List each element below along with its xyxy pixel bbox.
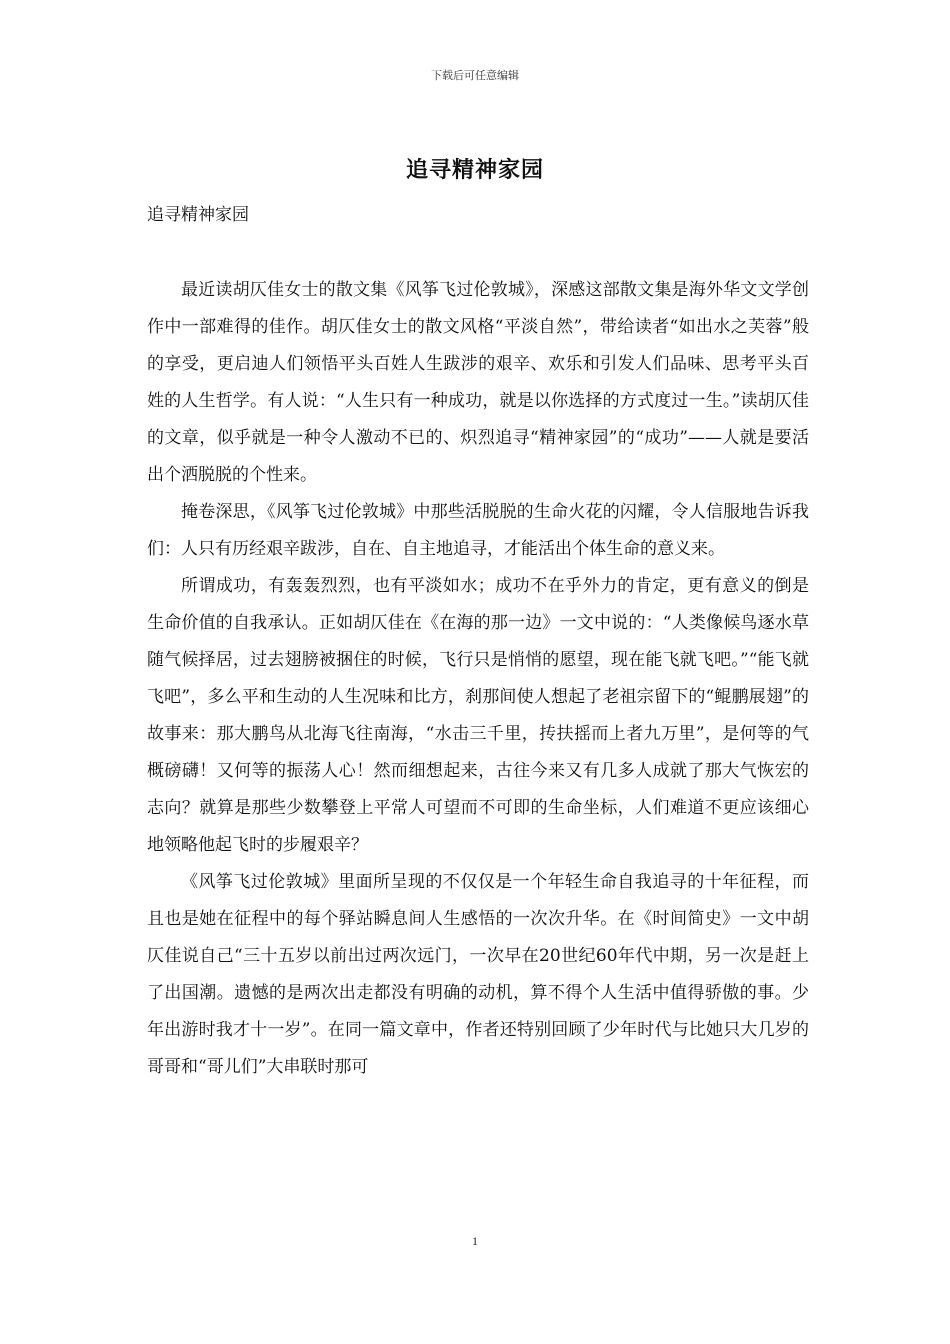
document-title: 追寻精神家园 [405, 157, 544, 183]
paragraph: 《风筝飞过伦敦城》里面所呈现的不仅仅是一个年轻生命自我追寻的十年征程，而且也是她在征程中的每个驿站瞬息间人生感悟的一次次升华。在《时间简史》一文中胡仄佳说自己“三十五岁以前出过两次远门，一次早在20世纪60年代中期，另一次是赶上了出国潮。遗憾的是两次出走都没有明确的动机，算不得个人生活中值得骄傲的事。少年出游时我才十一岁”。在同一篇文章中，作者还特别回顾了少年时代与比她只大几岁的哥哥和“哥儿们”大串联时那可 [147, 872, 809, 1077]
paragraph: 最近读胡仄佳女士的散文集《风筝飞过伦敦城》，深感这部散文集是海外华文文学创作中一部难得的佳作。胡仄佳女士的散文风格“平淡自然”，带给读者“如出水之芙蓉”般的享受，更启迪人们领悟平头百姓人生跋涉的艰辛、欢乐和引发人们品味、思考平头百姓的人生哲学。有人说：“人生只有一种成功，就是以你选择的方式度过一生。”读胡仄佳的文章，似乎就是一种令人激动不已的、炽烈追寻“精神家园”的“成功”——人就是要活出个洒脱脱的个性来。 [147, 280, 809, 485]
paragraph: 掩卷深思，《风筝飞过伦敦城》中那些活脱脱的生命火花的闪耀，令人信服地告诉我们：人只有历经艰辛跋涉，自在、自主地追寻，才能活出个体生命的意义来。 [147, 502, 809, 559]
paragraph: 所谓成功，有轰轰烈烈，也有平淡如水；成功不在乎外力的肯定，更有意义的倒是生命价值的自我承认。正如胡仄佳在《在海的那一边》一文中说的：“人类像候鸟逐水草随气候择居，过去翅膀被捆住的时候，飞行只是悄悄的愿望，现在能飞就飞吧。”“能飞就飞吧”，多么平和生动的人生况味和比方，刹那间使人想起了老祖宗留下的“鲲鹏展翅”的故事来：那大鹏鸟从北海飞往南海，“水击三千里，抟扶摇而上者九万里”，是何等的气概磅礴！又何等的振荡人心！然而细想起来，古往今来又有几多人成就了那大气恢宏的志向？就算是那些少数攀登上平常人可望而不可即的生命坐标，人们难道不更应该细心地领略他起飞时的步履艰辛？ [147, 576, 809, 855]
document-body [147, 272, 809, 1086]
page-number: 1 [472, 1234, 478, 1248]
document-subtitle: 追寻精神家园 [147, 205, 249, 225]
page-header-note: 下载后可任意编辑 [431, 69, 519, 82]
